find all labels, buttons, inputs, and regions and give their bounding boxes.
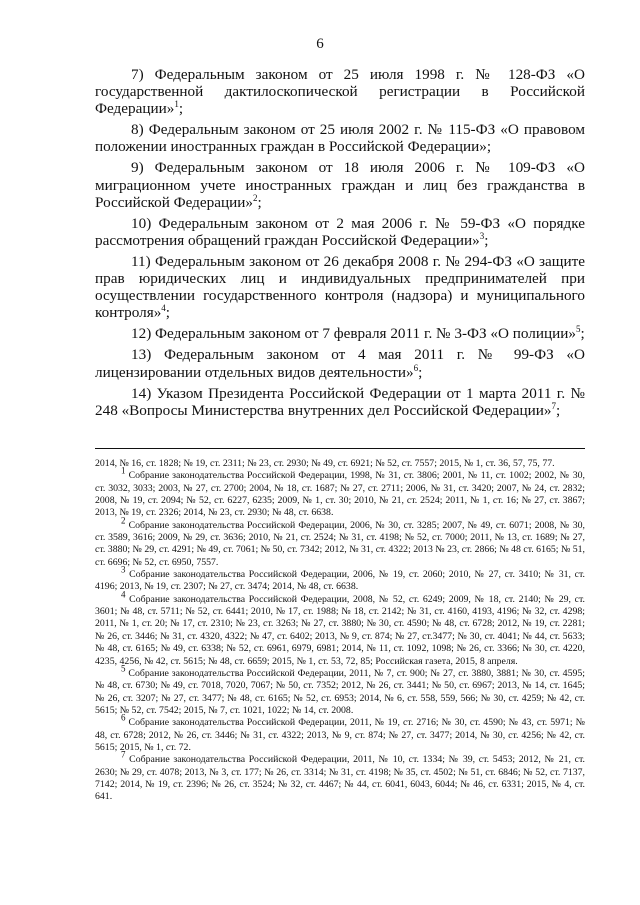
footnote: $^1$ Собрание законодательства Российской Федерации, 1998, № 31, ст. 3806; 2001, № 11, ст. 1002; 2002, № 30, ст. 3032, 3033; 2003, № 27, ст. 2700; 2004, № 18, ст. 1687; № 27, ст. 2711; 2006, № 31, ст. 3420; 2007, № 24, ст. 2832; 2008, № 19, ст. 2094; № 52, ст. 6227, 6235; 2009, № 1, ст. 30; 2010, № 21, ст. 2524; 2011, № 1, ст. 16; № 27, ст. 3867; 2013, № 19, ст. 2326; 2014, № 23, ст. 2930; № 48, ст. 6638. [95, 466, 585, 519]
footnote-number: 4 [121, 589, 126, 600]
main-text [95, 66, 585, 423]
footnote-number: 7 [121, 749, 126, 760]
footnote-number: 3 [121, 564, 126, 575]
list-item: 11) Федеральным законом от 26 декабря 2008 г. № 294-ФЗ «О защите прав юридических лиц и индивидуальных предпринимателей при осуществлении государственного контроля (надзора) и муниципального контроля»$^4$; [95, 252, 585, 322]
footnote-number: 5 [121, 663, 126, 674]
footnote-ref: 2 [252, 192, 258, 203]
footnote-ref: 5 [575, 324, 581, 335]
footnote-number: 6 [121, 712, 126, 723]
footnote-ref: 6 [413, 362, 419, 373]
list-item: 10) Федеральным законом от 2 мая 2006 г. № 59-ФЗ «О порядке рассмотрения обращений граждан Российской Федерации»$^3$; [95, 214, 585, 249]
footnote-ref: 4 [161, 303, 166, 314]
list-item: 12) Федеральным законом от 7 февраля 2011 г. № 3-ФЗ «О полиции»$^5$; [131, 324, 585, 343]
list-item: 9) Федеральным законом от 18 июля 2006 г. № 109-ФЗ «О миграционном учете иностранных граждан и лиц без гражданства в Российской Федерации»$^2$; [95, 159, 585, 211]
footnote-ref: 3 [479, 230, 485, 241]
footnote: $^7$ Собрание законодательства Российской Федерации, 2011, № 10, ст. 1334; № 39, ст. 5453; 2012, № 21, ст. 2630; № 29, ст. 4078; 2013, № 3, ст. 177; № 26, ст. 3314; № 31, ст. 4198; № 35, ст. 4502; № 51, ст. 6846; № 52, ст. 7137, 7142; 2014, № 19, ст. 2396; № 26, ст. 3524; № 32, ст. 4467; № 44, ст. 6041, 6043, 6044; № 46, ст. 6331; 2015, № 4, ст. 641. [95, 749, 585, 803]
footnote: $^4$ Собрание законодательства Российской Федерации, 2008, № 52, ст. 6249; 2009, № 18, ст. 2140; № 29, ст. 3601; № 48, ст. 5711; № 52, ст. 6441; 2010, № 17, ст. 1988; № 18, ст. 2142; № 31, ст. 4160, 4193, 4196; № 32, ст. 4298; 2011, № 1, ст. 20; № 17, ст. 2310; № 23, ст. 3263; № 27, ст. 3880; № 30, ст. 4590; № 48, ст. 6728; 2012, № 19, ст. 2281; № 26, ст. 3446; № 31, ст. 4320, 4322; № 47, ст. 6402; 2013, № 9, ст. 874; № 27, ст.3477; № 30, ст. 4041; № 44, ст. 5633; № 48, ст. 6165; № 49, ст. 6338; № 52, ст. 6961, 6979, 6981; 2014, № 11, ст. 1092, 1098; № 26, ст. 3366; № 30, ст. 4220, 4235, 4256, № 42, ст. 5615; № 48, ст. 6659; 2015, № 1, ст. 53, 72, 85; Российская газета, 2015, 8 апреля. [95, 589, 585, 667]
footnotes [95, 458, 585, 804]
footnote-continuation: 2014, № 16, ст. 1828; № 19, ст. 2311; № 23, ст. 2930; № 49, ст. 6921; № 52, ст. 7557; 2015, № 1, ст. 36, 57, 75, 77. [95, 458, 555, 469]
list-item: 8) Федеральным законом от 25 июля 2002 г. № 115-ФЗ «О правовом положении иностранных граждан в Российской Федерации»; [95, 121, 585, 156]
footnote: $^2$ Собрание законодательства Российской Федерации, 2006, № 30, ст. 3285; 2007, № 49, ст. 6071; 2008, № 30, ст. 3589, 3616; 2009, № 29, ст. 3636; 2010, № 21, ст. 2524; № 31, ст. 4198; № 52, ст. 7000; 2011, № 13, ст. 1689; № 27, ст. 3880; № 29, ст. 4291; № 49, ст. 7061; № 50, ст. 7342; 2012, № 31, ст. 4322; 2013 № 23, ст. 2866; № 48 ст. 6165; № 51, ст. 6696; № 52, ст. 6950, 7557. [95, 515, 586, 568]
footnote-number: 2 [121, 515, 126, 526]
footnote: $^5$ Собрание законодательства Российской Федерации, 2011, № 7, ст. 900; № 27, ст. 3880, 3881; № 30, ст. 4595; № 48, ст. 6730; № 49, ст. 7018, 7020, 7067; № 50, ст. 7352; 2012, № 26, ст. 3441; № 50, ст. 6967; 2013, № 14, ст. 1645; № 26, ст. 3207; № 27, ст. 3477; № 48, ст. 6165; № 52, ст. 6953; 2014, № 6, ст. 558, 559, 566; № 30, ст. 4259; № 42, ст. 5615; № 52, ст. 7542; 2015, № 7, ст. 1021, 1022; № 14, ст. 2008. [95, 663, 585, 716]
footnote: $^3$ Собрание законодательства Российской Федерации, 2006, № 19, ст. 2060; 2010, № 27, ст. 3410; № 31, ст. 4196; 2013, № 19, ст. 2307; № 27, ст. 3474; 2014, № 48, ст. 6638. [95, 564, 585, 593]
page-number: 6 [316, 36, 324, 52]
list-item: 14) Указом Президента Российской Федерации от 1 марта 2011 г. № 248 «Вопросы Министерства внутренних дел Российской Федерации»$^7$; [95, 384, 585, 419]
footnote-ref: 7 [551, 400, 556, 411]
footnote-divider [95, 448, 585, 449]
footnote: $^6$ Собрание законодательства Российской Федерации, 2011, № 19, ст. 2716; № 30, ст. 4590; № 43, ст. 5971; № 48, ст. 6728; 2012, № 26, ст. 3446; № 31, ст. 4322; 2013, № 9, ст. 874; № 27, ст. 3477; 2014, № 30, ст. 4256; № 42, ст. 5615; 2015, № 1, ст. 72. [95, 712, 585, 753]
footnote-number: 1 [121, 466, 126, 477]
list-item: 7) Федеральным законом от 25 июля 1998 г. № 128-ФЗ «О государственной дактилоскопической регистрации в Российской Федерации»$^1$; [95, 66, 585, 118]
footnote-ref: 1 [174, 99, 179, 110]
list-item: 13) Федеральным законом от 4 мая 2011 г. № 99-ФЗ «О лицензировании отдельных видов деятельности»$^6$; [95, 346, 585, 381]
